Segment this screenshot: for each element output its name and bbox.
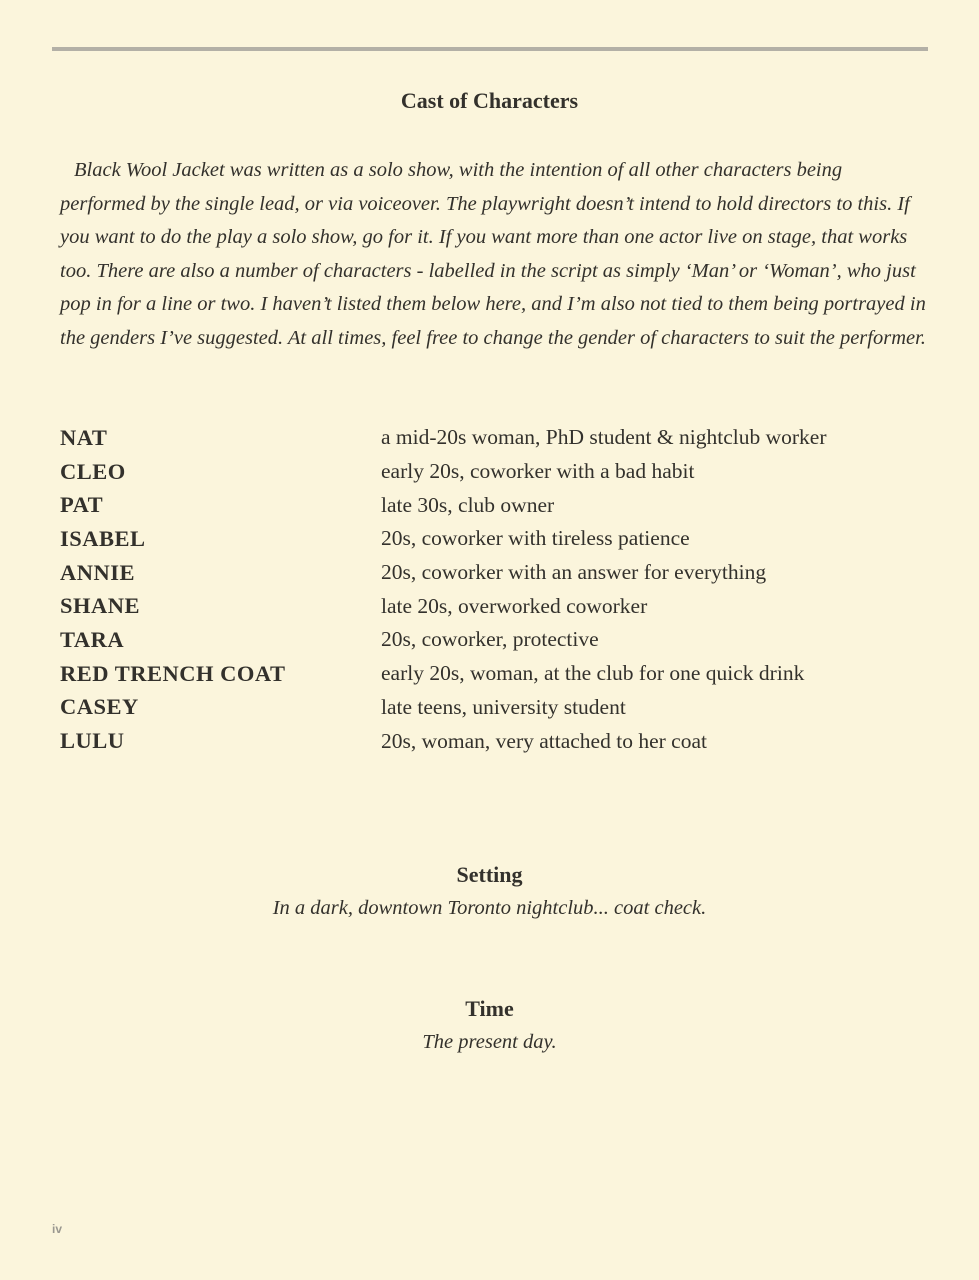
cast-row: [60, 724, 920, 758]
time-heading: Time: [465, 996, 514, 1021]
character-name: RED TRENCH COAT: [60, 660, 286, 686]
cast-intro-paragraph: [60, 154, 928, 356]
character-description: 20s, woman, very attached to her coat: [381, 728, 707, 753]
character-name: CLEO: [60, 458, 126, 484]
character-name: CASEY: [60, 694, 139, 720]
cast-list: [60, 421, 920, 758]
character-name: NAT: [60, 424, 108, 450]
character-description: 20s, coworker, protective: [381, 627, 599, 652]
cast-row: [60, 691, 920, 725]
cast-row: [60, 589, 920, 623]
character-description: early 20s, coworker with a bad habit: [381, 459, 695, 484]
character-description: 20s, coworker with an answer for everything: [381, 560, 767, 585]
character-description: late 30s, club owner: [381, 492, 555, 517]
cast-row: [60, 623, 920, 657]
character-name: ISABEL: [60, 525, 146, 551]
character-name: PAT: [60, 492, 104, 518]
character-name: TARA: [60, 626, 125, 652]
setting-heading: Setting: [456, 862, 523, 887]
cast-row: [60, 421, 920, 455]
time-text: The present day.: [422, 1031, 557, 1053]
cast-row: [60, 657, 920, 691]
character-description: 20s, coworker with tireless patience: [381, 526, 690, 551]
character-description: a mid-20s woman, PhD student & nightclub worker: [381, 425, 827, 450]
page-number: iv: [52, 1222, 63, 1236]
character-description: early 20s, woman, at the club for one quick drink: [381, 661, 805, 686]
cast-row: [60, 522, 920, 556]
character-name: LULU: [60, 728, 125, 754]
character-name: ANNIE: [60, 559, 136, 585]
cast-row: [60, 488, 920, 522]
character-name: SHANE: [60, 593, 141, 619]
cast-row: [60, 455, 920, 489]
cast-intro-text: Black Wool Jacket was written as a solo show, with the intention of all other characters being performed by the single lead, or via voiceover. The playwright doesn’t intend to hold directors to this. If you want to do the play a solo show, go for it. If you want more than one actor live on stage, that works too. There are also a number of characters - labelled in the script as simply ‘Man’ or ‘Woman’, who just pop in for a line or two. I haven’t listed them below here, and I’m also not tied to them being portrayed in the genders I’ve suggested. At all times, feel free to change the gender of characters to suit the performer.: [60, 159, 926, 349]
setting-text: In a dark, downtown Toronto nightclub... coat check.: [272, 897, 707, 919]
cast-heading: Cast of Characters: [400, 88, 579, 113]
cast-row: [60, 556, 920, 590]
character-description: late teens, university student: [381, 694, 626, 719]
top-rule: [52, 47, 928, 51]
character-description: late 20s, overworked coworker: [381, 593, 648, 618]
